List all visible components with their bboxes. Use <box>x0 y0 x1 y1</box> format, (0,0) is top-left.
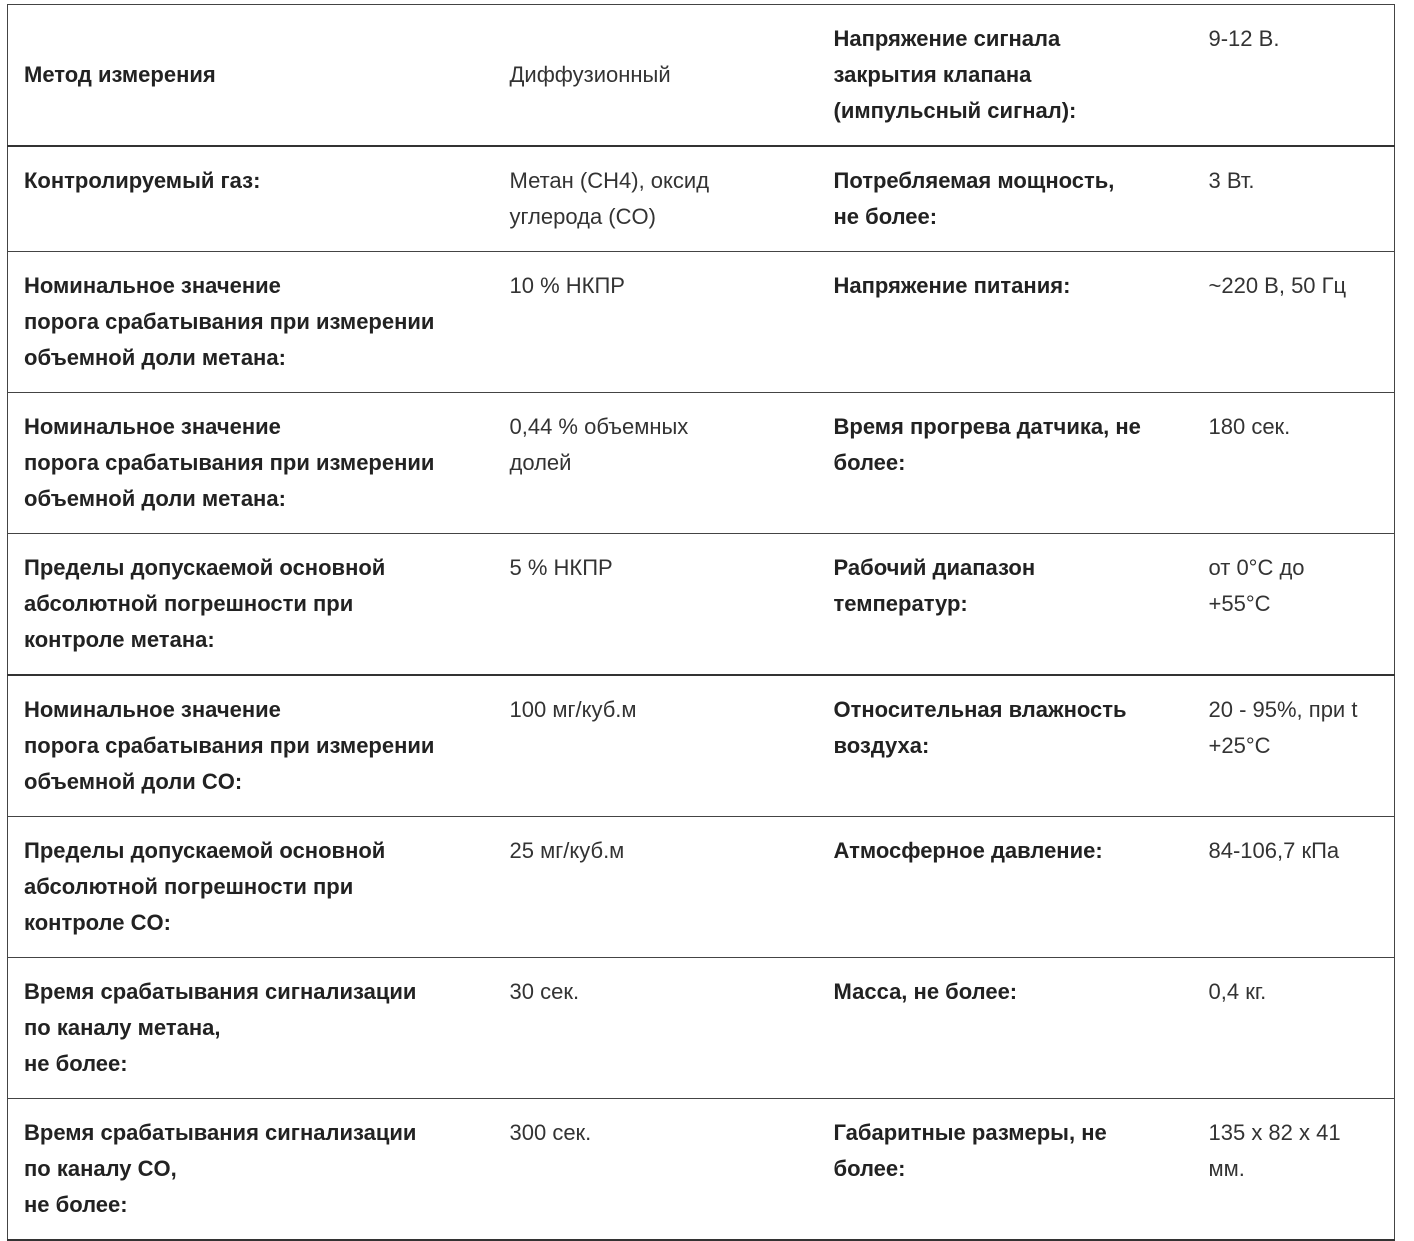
spec-label: Пределы допускаемой основной абсолютной погрешности при контроле CO: <box>8 817 494 958</box>
spec-label: Номинальное значение порога срабатывания при измерении объемной доли CO: <box>8 675 494 817</box>
spec-label: Масса, не более: <box>818 958 1193 1099</box>
spec-value: 5 % НКПР <box>494 534 818 676</box>
spec-label: Атмосферное давление: <box>818 817 1193 958</box>
spec-value: 25 мг/куб.м <box>494 817 818 958</box>
spec-label: Потребляемая мощность, не более: <box>818 146 1193 252</box>
spec-value: ~220 В, 50 Гц <box>1193 252 1395 393</box>
spec-label: Напряжение питания: <box>818 252 1193 393</box>
table-row <box>8 393 1395 534</box>
spec-label: Контролируемый газ: <box>8 146 494 252</box>
spec-value: 0,4 кг. <box>1193 958 1395 1099</box>
spec-label: Относительная влажность воздуха: <box>818 675 1193 817</box>
spec-value: 0,44 % объемных долей <box>494 393 818 534</box>
spec-value: 180 сек. <box>1193 393 1395 534</box>
table-row <box>8 1099 1395 1241</box>
spec-value: 135 х 82 х 41 мм. <box>1193 1099 1395 1241</box>
spec-value: Метан (CH4), оксид углерода (CO) <box>494 146 818 252</box>
spec-label: Напряжение сигнала закрытия клапана (импульсный сигнал): <box>818 5 1193 147</box>
spec-label: Габаритные размеры, не более: <box>818 1099 1193 1241</box>
spec-value: 100 мг/куб.м <box>494 675 818 817</box>
spec-label: Номинальное значение порога срабатывания при измерении объемной доли метана: <box>8 393 494 534</box>
table-row <box>8 5 1395 147</box>
spec-value: 3 Вт. <box>1193 146 1395 252</box>
spec-value: 9-12 В. <box>1193 5 1395 147</box>
table-row <box>8 675 1395 817</box>
table-row <box>8 146 1395 252</box>
specifications-table <box>7 4 1395 1241</box>
table-row <box>8 817 1395 958</box>
spec-value: 300 сек. <box>494 1099 818 1241</box>
spec-value: от 0°С до +55°С <box>1193 534 1395 676</box>
spec-value: 10 % НКПР <box>494 252 818 393</box>
spec-label: Пределы допускаемой основной абсолютной погрешности при контроле метана: <box>8 534 494 676</box>
table-row <box>8 534 1395 676</box>
spec-label: Номинальное значение порога срабатывания при измерении объемной доли метана: <box>8 252 494 393</box>
spec-value: 20 - 95%, при t +25°С <box>1193 675 1395 817</box>
spec-label: Рабочий диапазон температур: <box>818 534 1193 676</box>
spec-value: Диффузионный <box>494 5 818 147</box>
table-row <box>8 252 1395 393</box>
spec-label: Метод измерения <box>8 5 494 147</box>
spec-label: Время срабатывания сигнализации по каналу метана, не более: <box>8 958 494 1099</box>
spec-label: Время прогрева датчика, не более: <box>818 393 1193 534</box>
spec-value: 30 сек. <box>494 958 818 1099</box>
spec-value: 84-106,7 кПа <box>1193 817 1395 958</box>
spec-label: Время срабатывания сигнализации по каналу CO, не более: <box>8 1099 494 1241</box>
table-row <box>8 958 1395 1099</box>
